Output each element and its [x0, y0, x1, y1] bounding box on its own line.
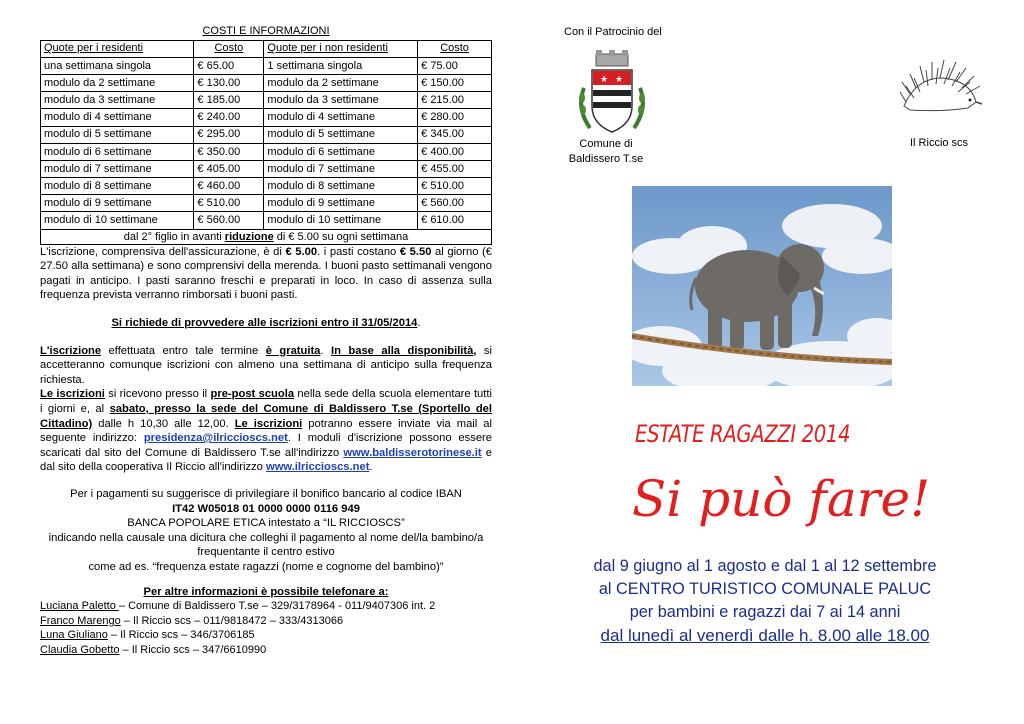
hours-line: dal lunedì al venerdì dalle h. 8.00 alle 18.00: [600, 626, 930, 645]
text: e dal sito della cooperativa Il Riccio all'indirizzo: [40, 446, 492, 474]
resident-module: modulo di 8 settimane: [41, 178, 194, 195]
resident-module: modulo da 2 settimane: [41, 74, 194, 91]
table-row: [41, 143, 492, 160]
nonresident-cost: € 150.00: [418, 74, 492, 91]
text: In base alla disponibilità,: [331, 344, 477, 357]
sibling-post: di € 5.00 su ogni settimana: [273, 230, 409, 243]
nonresident-module: modulo da 2 settimane: [264, 74, 418, 91]
comune-label: [558, 137, 654, 167]
resident-module: modulo di 10 settimane: [41, 212, 194, 229]
text: . I moduli d'iscrizione possono essere scaricati dal sito del Comune di Baldissero T.se all'indirizzo: [40, 432, 492, 459]
age-line: per bambini e ragazzi dai 7 ai 14 anni: [629, 603, 901, 621]
sibling-discount: [40, 230, 492, 245]
nonresident-cost: € 560.00: [418, 195, 492, 212]
nonresident-module: modulo di 9 settimane: [264, 195, 418, 212]
venue-line: al CENTRO TURISTICO COMUNALE PALUC: [598, 580, 932, 598]
text: al giorno (€ 27.50 alla settimana) e sono comprensivi della merenda. I buoni pasto settimanali vengono pagati in anticipo. I pasti saranno freschi e preparati in loco. In caso di assenza sulla frequenza prevista verranno rimborsati i buoni pasti.: [40, 245, 492, 302]
header-nonresident-quotes: Quote per i non residenti: [264, 40, 418, 57]
contact-detail: – Il Riccio scs – 011/9818472 – 333/4313066: [120, 614, 344, 627]
payment-block: [40, 487, 492, 575]
contact-name: Claudia Gobetto: [40, 643, 120, 656]
text: .: [320, 344, 331, 357]
nonresident-module: modulo di 6 settimane: [264, 143, 418, 160]
resident-cost: € 295.00: [194, 126, 264, 143]
text: . i pasti costano: [317, 245, 400, 258]
dates-line: dal 9 giugno al 1 agosto e dal 1 al 12 settembre: [593, 557, 937, 575]
comune-crest-icon: [574, 48, 650, 140]
payment-example: come ad es. “frequenza estate ragazzi (nome e cognome del bambino)”: [88, 560, 444, 573]
resident-cost: € 350.00: [194, 143, 264, 160]
resident-module: modulo di 4 settimane: [41, 109, 194, 126]
text: Le iscrizioni: [40, 388, 105, 401]
free-enrollment-paragraph: [40, 344, 492, 388]
text: nella sede della scuola elementare tutti i giorni e, al: [40, 388, 492, 415]
slogan: Si può fare!: [632, 470, 931, 528]
nonresident-cost: € 455.00: [418, 160, 492, 177]
patronage-label: Con il Patrocinio del: [564, 26, 662, 38]
nonresident-cost: € 75.00: [418, 57, 492, 74]
comune-line1: Comune di: [579, 138, 633, 150]
nonresident-cost: € 610.00: [418, 212, 492, 229]
text: è gratuita: [265, 344, 321, 357]
nonresident-module: modulo di 8 settimane: [264, 178, 418, 195]
nonresident-cost: € 345.00: [418, 126, 492, 143]
contact-item: [40, 628, 492, 643]
nonresident-module: modulo di 5 settimane: [264, 126, 418, 143]
table-row: [41, 126, 492, 143]
table-row: [41, 74, 492, 91]
text: si accetteranno comunque iscrizioni con almeno una settimana di anticipo sulla frequenza richiesta.: [40, 344, 493, 386]
text: .: [417, 317, 421, 330]
table-row: [41, 195, 492, 212]
nonresident-cost: € 280.00: [418, 109, 492, 126]
text: Le iscrizioni: [234, 417, 303, 430]
resident-cost: € 460.00: [194, 178, 264, 195]
nonresident-module: 1 settimana singola: [264, 57, 418, 74]
estate-ragazzi-title: ESTATE RAGAZZI 2014: [635, 420, 851, 448]
text: potranno essere inviate via mail al seguente indirizzo:: [40, 417, 493, 445]
nonresident-module: modulo di 4 settimane: [264, 109, 418, 126]
deadline-line: [40, 316, 492, 331]
resident-cost: € 185.00: [194, 92, 264, 109]
deadline-text: Si richiede di provvedere alle iscrizioni entro il 31/05/2014: [111, 317, 418, 330]
resident-module: una settimana singola: [41, 57, 194, 74]
text: sabato, presso la sede del Comune di Baldissero T.se (Sportello del Cittadino): [40, 403, 492, 430]
nonresident-cost: € 215.00: [418, 92, 492, 109]
table-row: [41, 212, 492, 229]
email-link[interactable]: presidenza@ilriccioscs.net: [143, 432, 288, 445]
phone-title-text: Per altre informazioni è possibile telefonare a:: [143, 585, 389, 598]
riccio-label: Il Riccio scs: [910, 137, 969, 149]
where-enroll-paragraph: [40, 387, 492, 475]
text: dalle h 10,30 alle 12,00.: [92, 417, 235, 430]
contact-detail: – Comune di Baldissero T.se – 329/3178964 - 011/9407306 int. 2: [118, 600, 436, 613]
contact-item: [40, 599, 492, 614]
contact-name: Franco Marengo: [40, 614, 121, 627]
bank-name: BANCA POPOLARE ETICA intestato a “IL RICCIOSCS”: [127, 517, 405, 530]
riccio-website-link[interactable]: www.ilriccioscs.net: [266, 461, 370, 474]
meal-fee: € 5.50: [399, 245, 432, 258]
resident-cost: € 240.00: [194, 109, 264, 126]
resident-cost: € 65.00: [194, 57, 264, 74]
resident-cost: € 560.00: [194, 212, 264, 229]
table-row: [41, 57, 492, 74]
text: si ricevono presso il: [104, 388, 211, 401]
iban: IT42 W05018 01 0000 0000 0116 949: [172, 502, 360, 515]
resident-module: modulo di 5 settimane: [41, 126, 194, 143]
enrollment-fee: € 5.00: [285, 245, 318, 258]
resident-module: modulo da 3 settimane: [41, 92, 194, 109]
nonresident-module: modulo da 3 settimane: [264, 92, 418, 109]
comune-website-link[interactable]: www.baldisserotorinese.it: [343, 446, 482, 459]
hedgehog-icon: [896, 52, 986, 122]
left-column: [40, 24, 492, 658]
comune-line2: Baldissero T.se: [568, 153, 644, 165]
resident-module: modulo di 7 settimane: [41, 160, 194, 177]
enrollment-paragraph: [40, 245, 492, 303]
sibling-bold: riduzione: [224, 230, 274, 243]
payment-intro: Per i pagamenti su suggerisce di privilegiare il bonifico bancario al codice IBAN: [70, 487, 462, 500]
svg-text:★: ★: [615, 74, 624, 84]
resident-cost: € 405.00: [194, 160, 264, 177]
header-resident-cost: Costo: [194, 40, 264, 57]
nonresident-module: modulo di 10 settimane: [264, 212, 418, 229]
text: .: [369, 461, 373, 474]
text: pre-post scuola: [210, 388, 295, 401]
contact-item: [40, 614, 492, 629]
right-column: [540, 0, 990, 724]
table-row: [41, 92, 492, 109]
contact-name: Luna Giuliano: [40, 629, 108, 642]
nonresident-module: modulo di 7 settimane: [264, 160, 418, 177]
header-nonresident-cost: Costo: [418, 40, 492, 57]
resident-cost: € 510.00: [194, 195, 264, 212]
payment-causal: indicando nella causale una dicitura che colleghi il pagamento al nome del/la bambino/a frequentante il centro estivo: [48, 531, 484, 559]
costs-table: [40, 40, 492, 230]
contact-detail: – Il Riccio scs – 347/6610990: [119, 643, 267, 656]
resident-module: modulo di 6 settimane: [41, 143, 194, 160]
sibling-pre: dal 2° figlio in avanti: [123, 230, 225, 243]
nonresident-cost: € 400.00: [418, 143, 492, 160]
costs-header-row: [41, 40, 492, 57]
nonresident-cost: € 510.00: [418, 178, 492, 195]
resident-module: modulo di 9 settimane: [41, 195, 194, 212]
text: L'iscrizione: [40, 344, 102, 357]
costs-title: COSTI E INFORMAZIONI: [202, 25, 330, 37]
phone-title: [40, 585, 492, 600]
contacts-list: [40, 599, 492, 657]
contact-detail: – Il Riccio scs – 346/3706185: [107, 629, 255, 642]
contact-item: [40, 643, 492, 658]
event-details: [540, 555, 990, 647]
text: L'iscrizione, comprensiva dell'assicurazione, è di: [40, 245, 286, 258]
elephant-tightrope-image: [632, 186, 892, 386]
table-row: [41, 178, 492, 195]
table-row: [41, 160, 492, 177]
text: effettuata entro tale termine: [101, 344, 266, 357]
svg-text:★: ★: [600, 74, 609, 84]
header-resident-quotes: Quote per i residenti: [41, 40, 194, 57]
table-row: [41, 109, 492, 126]
resident-cost: € 130.00: [194, 74, 264, 91]
contact-name: Luciana Paletto: [40, 600, 119, 613]
